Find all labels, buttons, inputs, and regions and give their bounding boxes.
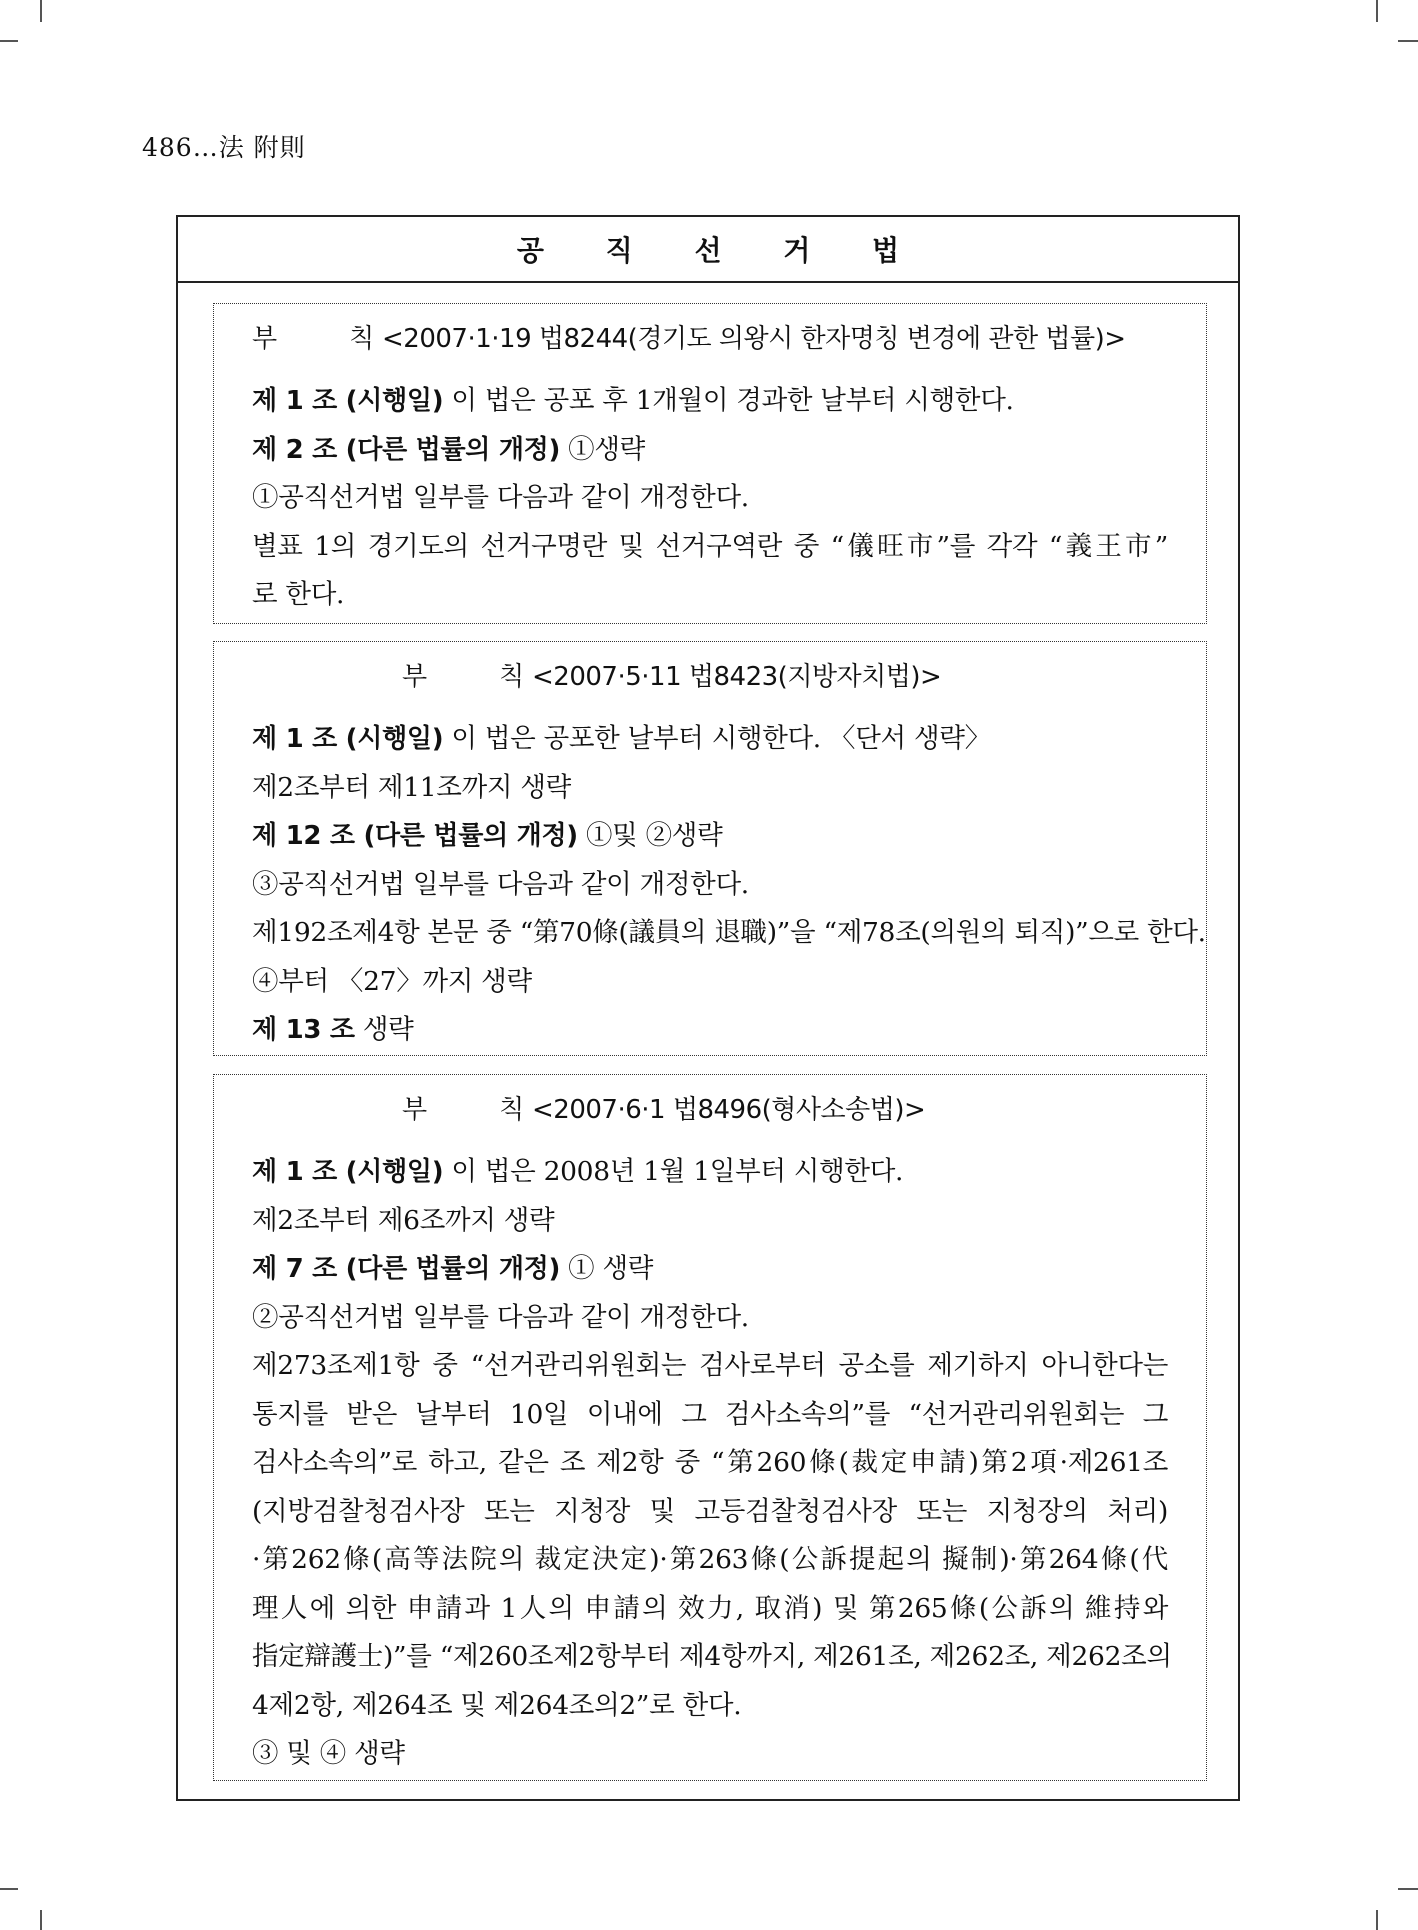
running-header: 486…法 附則 [142,133,306,162]
addendum-citation: <2007·6·1 법8496(형사소송법)> [524,1095,926,1125]
crop-mark [1376,1910,1378,1930]
article-text: ④부터 〈27〉까지 생략 [252,965,532,997]
addendum-citation: <2007·1·19 법8244(경기도 의왕시 한자명칭 변경에 관한 법률)> [374,324,1126,354]
article-line [252,523,1168,572]
article-line [252,909,1206,958]
addendum-heading [252,318,1168,355]
article-heading: 제 7 조 (다른 법률의 개정) [252,1254,561,1284]
article-text: 검사소속의”로 하고, 같은 조 제2항 중 “第260條(裁定申請)第2項·제261조 [252,1447,1168,1478]
crop-mark [1398,40,1418,42]
article-line [252,812,1168,861]
article-text: ①및 ②생략 [577,820,723,851]
addendum-label: 부 [402,662,428,692]
article-text: ①생략 [560,433,645,465]
article-text: ·第262條(高等法院의 裁定決定)·第263條(公訴提起의 擬制)·第264條(代 [252,1544,1168,1575]
addendum-box [213,641,1207,1056]
article-line [252,1342,1168,1391]
article-text: ③ 및 ④ 생략 [252,1738,405,1769]
article-heading: 제 1 조 (시행일) [252,724,444,754]
addendum-heading [252,1089,1168,1126]
article-text: 이 법은 2008년 1월 1일부터 시행한다. [443,1156,904,1187]
crop-mark [0,1888,18,1890]
article-line [252,715,1168,764]
law-title: 공 직 선 거 법 [178,217,1238,283]
addendum-label: 칙 [499,662,525,692]
article-line [252,1488,1168,1537]
article-line [252,861,1168,910]
article-line [252,1245,1168,1294]
article-text: 별표 1의 경기도의 선거구명란 및 선거구역란 중 “儀旺市”를 각각 “義王市” [252,530,1168,562]
article-text: 제273조제1항 중 “선거관리위원회는 검사로부터 공소를 제기하지 아니한다는 [252,1350,1168,1381]
article-line [252,1197,1168,1246]
crop-mark [0,40,18,42]
addendum-citation: <2007·5·11 법8423(지방자치법)> [524,662,942,692]
article-heading: 제 12 조 (다른 법률의 개정) [252,821,578,851]
article-text: 4제2항, 제264조 및 제264조의2”로 한다. [252,1689,742,1721]
addendum-label: 부 [402,1095,428,1125]
article-line [252,1682,1168,1731]
article-line [252,1148,1168,1197]
article-line [252,377,1168,426]
article-line [252,1536,1168,1585]
article-text: ②공직선거법 일부를 다음과 같이 개정한다. [252,1301,749,1333]
article-text: ① 생략 [560,1253,654,1284]
article-heading: 제 1 조 (시행일) [252,1157,444,1187]
article-line [252,1439,1168,1488]
article-line [252,1006,1168,1055]
article-line [252,1730,1168,1779]
article-line [252,1585,1168,1634]
article-heading: 제 13 조 [252,1015,355,1045]
article-line [252,764,1168,813]
article-text: 제2조부터 제11조까지 생략 [252,771,571,803]
addendum-label: 칙 [499,1095,525,1125]
article-line [252,1633,1172,1682]
article-line [252,1294,1168,1343]
article-heading: 제 1 조 (시행일) [252,386,444,416]
law-frame [176,215,1240,1801]
article-text: 이 법은 공포한 날부터 시행한다. 〈단서 생략〉 [443,723,991,754]
addendum-box [213,1074,1207,1781]
crop-mark [40,1910,42,1930]
article-heading: 제 2 조 (다른 법률의 개정) [252,434,561,465]
article-text: 理人에 의한 申請과 1人의 申請의 效力, 取消) 및 第265條(公訴의 維持와 [252,1592,1168,1624]
article-text: 통지를 받은 날부터 10일 이내에 그 검사소속의”를 “선거관리위원회는 그 [252,1398,1168,1430]
article-line [252,1391,1168,1440]
article-line [252,571,1168,620]
article-text: 생략 [354,1014,414,1045]
addendum-box [213,303,1207,624]
article-text: (지방검찰청검사장 또는 지청장 및 고등검찰청검사장 또는 지청장의 처리) [252,1495,1168,1527]
article-text: ③공직선거법 일부를 다음과 같이 개정한다. [252,868,749,900]
crop-mark [40,0,42,22]
article-line [252,426,1168,475]
crop-mark [1398,1888,1418,1890]
article-line [252,474,1168,523]
addendum-label: 부 [252,324,278,354]
article-text: ①공직선거법 일부를 다음과 같이 개정한다. [252,482,749,513]
article-text: 제192조제4항 본문 중 “第70條(議員의 退職)”을 “제78조(의원의 퇴직)”으로 한다. [252,917,1206,948]
article-text: 제2조부터 제6조까지 생략 [252,1204,555,1236]
article-text: 指定辯護士)”를 “제260조제2항부터 제4항까지, 제261조, 제262조, 제262조의 [252,1641,1172,1672]
crop-mark [1376,0,1378,22]
addendum-label: 칙 [349,324,375,354]
article-line [252,958,1168,1007]
article-text: 이 법은 공포 후 1개월이 경과한 날부터 시행한다. [443,385,1014,416]
addendum-heading [252,656,1168,693]
article-text: 로 한다. [252,579,345,610]
